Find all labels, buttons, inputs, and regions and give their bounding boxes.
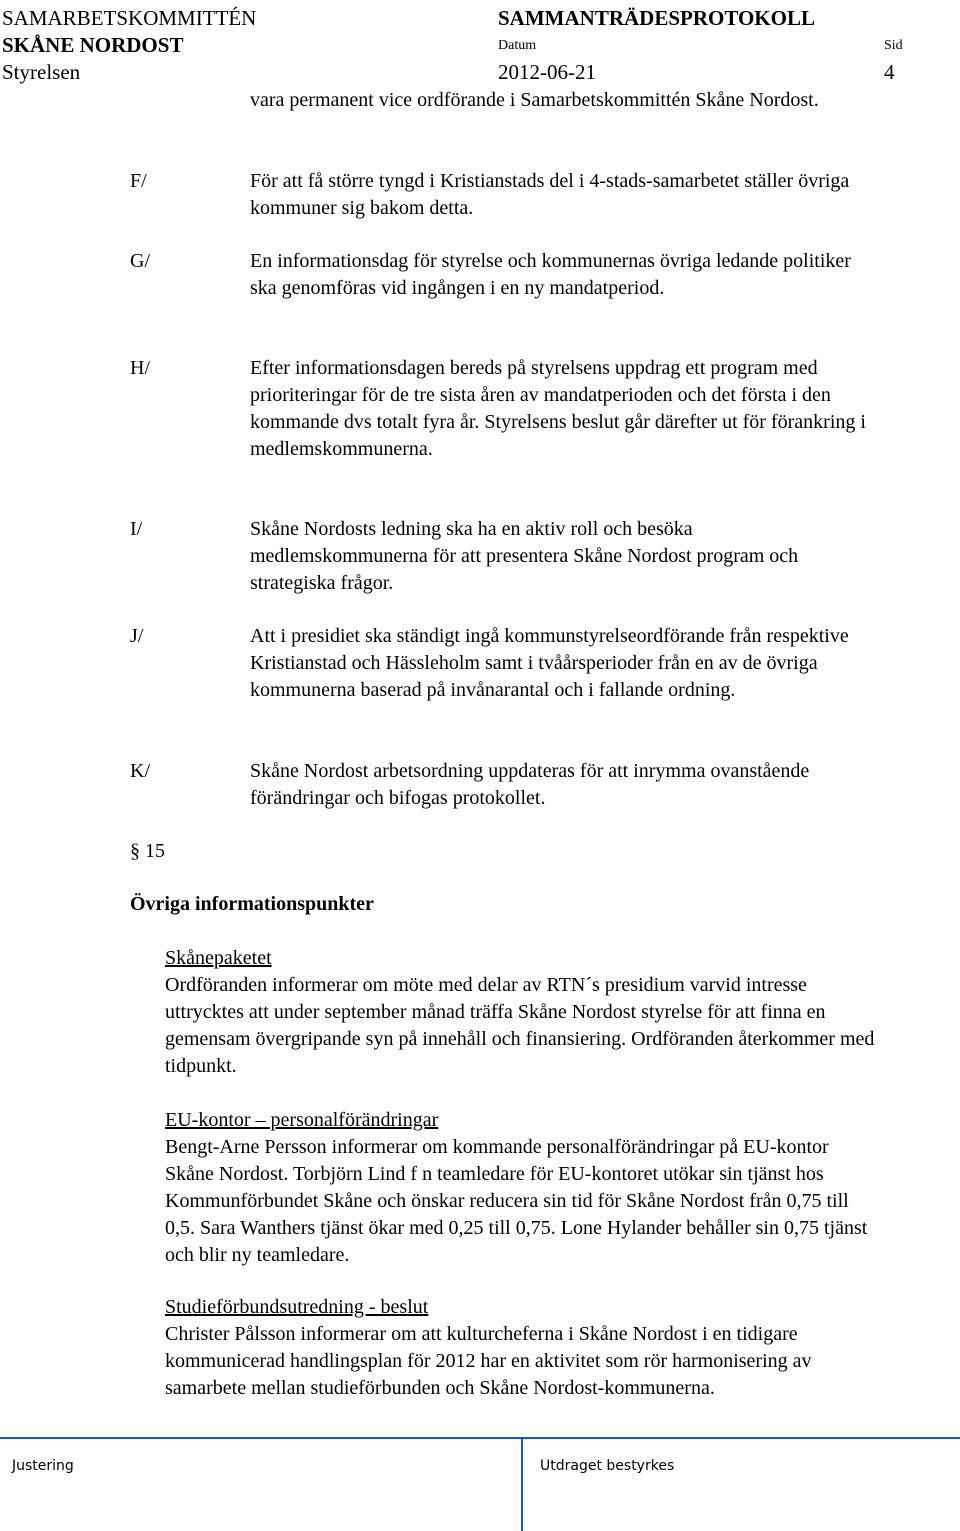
footer-divider [0, 1437, 960, 1439]
item-letter: H/ [130, 357, 150, 379]
meeting-date: 2012-06-21 [498, 60, 596, 84]
item-letter: J/ [130, 625, 144, 647]
info-section-heading: Skånepaketet [165, 947, 272, 969]
section-title: Övriga informationspunkter [130, 893, 374, 915]
item-text: Att i presidiet ska ständigt ingå kommunstyrelseordförande från respektive Kristianstad och Hässleholm samt i tvåårsperioder från en av de övriga kommunerna baserad på invånarantal och i fallande ordning. [250, 625, 849, 701]
item-letter: G/ [130, 250, 150, 272]
footer-justering-label: Justering [12, 1458, 74, 1474]
info-section-heading: Studieförbundsutredning - beslut [165, 1296, 429, 1318]
item-text: Skåne Nordosts ledning ska ha en aktiv roll och besöka medlemskommunerna för att presentera Skåne Nordost program och strategiska frågor. [250, 518, 799, 594]
date-label: Datum [498, 38, 537, 53]
item-letter: I/ [130, 518, 143, 540]
page-label: Sid [884, 38, 903, 53]
info-section [165, 1294, 875, 1402]
document-type: SAMMANTRÄDESPROTOKOLL [498, 6, 815, 30]
org-name-line1: SAMARBETSKOMMITTÉN [2, 6, 257, 30]
item-letter: F/ [130, 170, 147, 192]
org-name-line2: SKÅNE NORDOST [2, 33, 184, 57]
item-text: Skåne Nordost arbetsordning uppdateras för att inrymma ovanstående förändringar och bifogas protokollet. [250, 760, 810, 809]
item-text: Efter informationsdagen bereds på styrelsens uppdrag ett program med prioriteringar för de tre sista åren av mandatperioden och det första i den kommande dvs totalt fyra år. Styrelsens beslut går därefter ut för förankring i medlemskommunerna. [250, 357, 866, 460]
footer-utdrag-label: Utdraget bestyrkes [540, 1458, 675, 1474]
item-text: För att få större tyngd i Kristianstads del i 4-stads-samarbetet ställer övriga kommuner sig bakom detta. [250, 170, 850, 219]
item-letter: K/ [130, 760, 150, 782]
info-section-text: Bengt-Arne Persson informerar om kommande personalförändringar på EU-kontor Skåne Nordost. Torbjörn Lind f n teamledare för EU-kontoret utökar sin tjänst hos Kommunförbundet Skåne och önskar reducera sin tid för Skåne Nordost från 0,75 till 0,5. Sara Wanthers tjänst ökar med 0,25 till 0,75. Lone Hylander behåller sin 0,75 tjänst och blir ny teamledare. [165, 1136, 868, 1266]
info-section-text: Ordföranden informerar om möte med delar av RTN´s presidium varvid intresse uttrycktes att under september månad träffa Skåne Nordost styrelse för att finna en gemensam övergripande syn på innehåll och finansiering. Ordföranden återkommer med tidpunkt. [165, 974, 875, 1077]
info-section-heading: EU-kontor – personalförändringar [165, 1109, 439, 1131]
info-section [165, 1107, 875, 1269]
department: Styrelsen [2, 60, 81, 84]
info-section [165, 945, 875, 1080]
paragraph-number: § 15 [130, 840, 165, 862]
page-number: 4 [884, 60, 895, 84]
info-section-text: Christer Pålsson informerar om att kulturcheferna i Skåne Nordost i en tidigare kommunicerad handlingsplan för 2012 har en aktivitet som rör harmonisering av samarbete mellan studieförbunden och Skåne Nordost-kommunerna. [165, 1323, 812, 1399]
continuation-text: vara permanent vice ordförande i Samarbetskommittén Skåne Nordost. [250, 89, 819, 111]
item-text: En informationsdag för styrelse och kommunernas övriga ledande politiker ska genomföras vid ingången i en ny mandatperiod. [250, 250, 851, 299]
footer-column-divider [521, 1438, 523, 1531]
